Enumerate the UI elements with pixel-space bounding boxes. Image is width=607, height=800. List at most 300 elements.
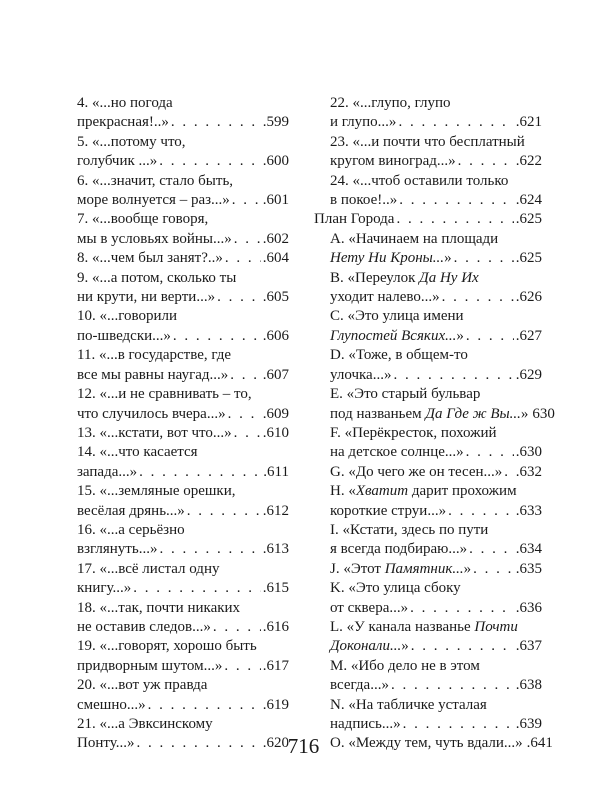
toc-page-ref: .602 [262, 230, 289, 247]
toc-entry-text [330, 405, 528, 424]
toc-entry-text [77, 405, 226, 424]
toc-text-segment: 19. «...говорят, хорошо быть [77, 638, 257, 655]
toc-entry-line [77, 424, 289, 443]
toc-page-ref: .636 [515, 599, 542, 616]
toc-text-segment: 4. «...но погода [77, 95, 173, 111]
toc-text-segment: 20. «...вот уж правда [77, 677, 208, 694]
toc-entry-line [314, 288, 542, 307]
toc-entry-text [77, 540, 157, 559]
toc-entry-text [77, 191, 230, 210]
toc-entry [314, 482, 542, 521]
toc-entry-text [330, 715, 401, 734]
toc-italic-segment: Нету Ни Кроны... [330, 250, 445, 267]
toc-text-segment: запада...» [77, 463, 138, 480]
toc-page-ref: .639 [515, 716, 542, 732]
toc-page-ref: .625 [515, 211, 542, 228]
toc-page-ref: .601 [262, 192, 289, 209]
toc-text-segment: взглянуть...» [77, 541, 158, 558]
dot-leader [213, 618, 261, 637]
toc-text-segment: голубчик ...» [77, 153, 158, 170]
toc-text-segment: 24. «...чтоб оставили только [330, 172, 509, 189]
toc-entry-text [330, 424, 497, 443]
dot-leader [217, 288, 261, 307]
toc-entry-text [330, 502, 446, 521]
toc-entry-line [314, 327, 542, 346]
toc-entry-text [77, 637, 257, 656]
toc-entry-text [77, 327, 171, 346]
toc-entry-text [77, 269, 236, 288]
toc-text-segment: H. « [330, 483, 356, 500]
toc-entry [314, 210, 542, 229]
toc-page-ref: .626 [515, 289, 542, 306]
toc-entry-line [77, 288, 289, 307]
toc-text-segment: 10. «...говорили [77, 308, 178, 325]
toc-entry-line [314, 657, 542, 676]
toc-entry-line [77, 152, 289, 171]
toc-text-segment: под названьем [330, 405, 426, 422]
toc-text-segment: все мы равны наугад...» [77, 366, 229, 383]
dot-leader [466, 443, 514, 462]
toc-entry-text [77, 307, 177, 326]
toc-page-ref: .619 [262, 696, 289, 713]
toc-entry-text [330, 307, 464, 326]
dot-leader [411, 637, 514, 656]
toc-text-segment: всегда...» [330, 677, 389, 694]
toc-entry-line [77, 133, 289, 152]
toc-page-ref: .635 [515, 560, 542, 577]
toc-italic-segment: Хватит [355, 483, 409, 500]
toc-text-segment: A. «Начинаем на площади [330, 230, 499, 247]
toc-entry-line [77, 385, 289, 404]
toc-entry-text [330, 249, 452, 268]
toc-text-segment: книгу...» [77, 580, 132, 597]
toc-entry-text [330, 346, 468, 365]
dot-leader [454, 249, 514, 268]
toc-entry-text [330, 152, 456, 171]
toc-entry-line [77, 346, 289, 365]
toc-page-ref: 630 [532, 405, 555, 422]
toc-text-segment: весёлая дрянь...» [77, 502, 185, 519]
toc-text-segment: от сквера...» [330, 599, 409, 616]
dot-leader [171, 113, 261, 132]
toc-entry-line [77, 676, 289, 695]
toc-entry-text [330, 482, 517, 501]
toc-page-ref: .607 [262, 366, 289, 383]
toc-entry [77, 676, 289, 715]
toc-entry-line [77, 172, 289, 191]
toc-entry [314, 94, 542, 133]
toc-entry [77, 521, 289, 560]
dot-leader [466, 327, 514, 346]
dot-leader [396, 210, 513, 229]
dot-leader [224, 657, 260, 676]
toc-text-segment: надпись...» [330, 716, 401, 732]
toc-entry-line [314, 230, 542, 249]
toc-entry-line [314, 307, 542, 326]
toc-page-ref: .633 [515, 502, 542, 519]
toc-entry-text [77, 676, 207, 695]
toc-page-ref: .630 [515, 444, 542, 461]
toc-entry-text [330, 618, 518, 637]
toc-entry-line [314, 540, 542, 559]
dot-leader [159, 152, 260, 171]
toc-column-left [77, 94, 289, 754]
toc-entry [314, 172, 542, 211]
toc-page-ref: .627 [515, 327, 542, 344]
toc-text-segment: дарит прохожим [408, 483, 517, 500]
toc-entry-line [314, 113, 542, 132]
toc-text-segment: короткие струи...» [330, 502, 447, 519]
dot-leader [442, 288, 514, 307]
toc-entry [314, 385, 555, 424]
toc-text-segment: 18. «...так, почти никаких [77, 599, 241, 616]
toc-entry-line [77, 463, 289, 482]
toc-entry-line [314, 385, 542, 404]
toc-page-ref: .610 [262, 424, 289, 441]
toc-text-segment: 15. «...земляные орешки, [77, 483, 236, 500]
toc-entry-text [77, 443, 198, 462]
toc-text-segment: » [401, 638, 409, 655]
toc-entry-line [77, 191, 289, 210]
toc-entry-line [77, 443, 289, 462]
dot-leader [228, 405, 261, 424]
toc-page-ref: .624 [515, 192, 542, 209]
toc-page-ref: .600 [262, 153, 289, 170]
toc-page-ref: .609 [262, 405, 289, 422]
toc-page-ref: .613 [262, 541, 289, 558]
toc-entry-text [330, 230, 498, 249]
toc-entry-text [77, 172, 233, 191]
toc-entry-line [77, 579, 289, 598]
toc-page-ref: .615 [262, 580, 289, 597]
toc-text-segment: 17. «...всё листал одну [77, 560, 220, 577]
toc-entry-line [77, 540, 289, 559]
toc-entry-text [77, 560, 219, 579]
toc-entry-text [330, 637, 409, 656]
toc-entry-line [314, 618, 542, 637]
toc-entry-line [314, 715, 542, 734]
toc-entry [77, 637, 289, 676]
toc-italic-segment: Да Ну Их [419, 269, 479, 286]
toc-entry-line [77, 482, 289, 501]
toc-text-segment: O. «Между тем, чуть вдали...» [330, 735, 523, 752]
toc-text-segment: J. «Этот [330, 560, 385, 577]
toc-page-ref: .632 [515, 463, 542, 480]
toc-entry-text [77, 210, 208, 229]
toc-entry-text [77, 502, 185, 521]
toc-entry-text [77, 482, 236, 501]
toc-text-segment: 11. «...в государстве, где [77, 347, 232, 364]
toc-entry-text [77, 346, 231, 365]
toc-entry-line [314, 676, 542, 695]
toc-text-segment: » [456, 327, 464, 344]
dot-leader [403, 715, 514, 734]
toc-entry [77, 307, 289, 346]
toc-entry-text [314, 210, 394, 229]
toc-page-ref: .638 [515, 677, 542, 694]
toc-entry [314, 424, 542, 463]
toc-text-segment: что случилось вчера...» [77, 405, 226, 422]
toc-entry-text [330, 443, 464, 462]
toc-entry-line [314, 269, 542, 288]
toc-entry-line [77, 637, 289, 656]
toc-entry-line [77, 405, 289, 424]
toc-entry-text [77, 288, 215, 307]
toc-text-segment: » [463, 560, 472, 577]
dot-leader [230, 366, 260, 385]
toc-entry-text [77, 579, 131, 598]
toc-page-ref: .605 [262, 289, 289, 306]
dot-leader [173, 327, 261, 346]
toc-entry [77, 172, 289, 211]
dot-leader [410, 599, 514, 618]
toc-entry-text [77, 599, 240, 618]
dot-leader [234, 424, 261, 443]
toc-entry-text [77, 715, 213, 734]
toc-text-segment: море волнуется – раз...» [77, 192, 230, 209]
toc-text-segment: E. «Это старый бульвар [330, 386, 481, 403]
dot-leader [458, 152, 514, 171]
toc-entry-text [330, 133, 525, 152]
toc-entry-text [77, 366, 228, 385]
toc-entry [77, 133, 289, 172]
toc-entry [77, 94, 289, 133]
toc-entry [314, 657, 542, 696]
toc-entry-line [77, 502, 289, 521]
toc-entry [314, 579, 542, 618]
toc-text-segment: уходит налево...» [330, 289, 440, 306]
toc-entry-text [330, 385, 480, 404]
toc-entry-line [314, 424, 542, 443]
toc-text-segment: Понту...» [77, 735, 135, 752]
toc-entry-line [77, 113, 289, 132]
toc-entry-text [77, 152, 157, 171]
toc-page-ref: .621 [515, 114, 542, 131]
toc-entry-line [314, 133, 542, 152]
toc-italic-segment: Доконали... [330, 638, 402, 655]
toc-page-ref: .606 [262, 327, 289, 344]
toc-entry-line [314, 249, 542, 268]
toc-entry-text [77, 249, 223, 268]
toc-entry-line [314, 152, 542, 171]
toc-text-segment: придворным шутом...» [77, 657, 223, 674]
toc-entry [314, 618, 542, 657]
toc-text-segment: N. «На табличке усталая [330, 696, 487, 713]
toc-text-segment: G. «До чего же он тесен...» [330, 463, 503, 480]
toc-text-segment: по-шведски...» [77, 327, 171, 344]
toc-text-segment: мы в условьях войны...» [77, 230, 232, 247]
toc-entry [314, 463, 542, 482]
toc-entry-text [330, 696, 487, 715]
toc-page-ref: .599 [262, 114, 289, 131]
dot-leader [391, 676, 514, 695]
toc-entry-line [314, 94, 542, 113]
toc-text-segment: 12. «...и не сравнивать – то, [77, 386, 252, 403]
toc-entry-text [77, 113, 169, 132]
toc-entry-text [330, 366, 391, 385]
toc-entry-line [77, 307, 289, 326]
toc-text-segment: L. «У канала названье [330, 618, 475, 635]
dot-leader [398, 113, 513, 132]
toc-page-ref: .641 [526, 735, 553, 752]
toc-entry [77, 424, 289, 443]
toc-entry [314, 307, 542, 346]
dot-leader [159, 540, 260, 559]
toc-entry-line [77, 618, 289, 637]
toc-text-segment: 6. «...значит, стало быть, [77, 172, 234, 189]
toc-text-segment: смешно...» [77, 696, 146, 713]
toc-entry-line [314, 696, 542, 715]
toc-text-segment: 21. «...а Эвксинскому [77, 716, 213, 732]
toc-entry-text [77, 463, 137, 482]
toc-entry-line [77, 657, 289, 676]
toc-page-ref: .604 [262, 250, 289, 267]
toc-text-segment: не оставив следов...» [77, 618, 211, 635]
toc-entry-line [77, 696, 289, 715]
toc-entry-text [77, 133, 186, 152]
toc-text-segment: я всегда подбираю...» [330, 541, 468, 558]
toc-text-segment: C. «Это улица имени [330, 308, 464, 325]
toc-italic-segment: Глупостей Всяких... [330, 327, 457, 344]
dot-leader [225, 249, 261, 268]
toc-entry-line [314, 405, 555, 424]
toc-entry [314, 133, 542, 172]
toc-entry-text [77, 618, 211, 637]
toc-entry-text [330, 657, 480, 676]
toc-text-segment: 23. «...и почти что бесплатный [330, 133, 525, 150]
toc-entry-text [330, 463, 502, 482]
toc-entry-line [77, 521, 289, 540]
dot-leader [148, 696, 261, 715]
toc-text-segment: M. «Ибо дело не в этом [330, 657, 480, 674]
toc-text-segment: » [520, 405, 529, 422]
toc-entry [314, 696, 542, 735]
toc-text-segment: » [444, 250, 452, 267]
toc-entry-text [77, 385, 252, 404]
toc-text-segment: 9. «...а потом, сколько ты [77, 269, 237, 286]
toc-page-ref: .620 [262, 735, 289, 752]
page-number: 716 [287, 734, 320, 758]
toc-entry-line [314, 579, 542, 598]
toc-text-segment: План Города [314, 211, 395, 228]
toc-text-segment: 7. «...вообще говоря, [77, 211, 209, 228]
toc-text-segment: улочка...» [330, 366, 392, 383]
toc-entry-line [77, 249, 289, 268]
toc-text-segment: 13. «...кстати, вот что...» [77, 424, 232, 441]
toc-page-ref: .616 [262, 618, 289, 635]
toc-page-ref: .612 [262, 502, 289, 519]
dot-leader [448, 502, 514, 521]
dot-leader [232, 191, 261, 210]
toc-text-segment: прекрасная!..» [77, 114, 169, 131]
toc-entry [77, 385, 289, 424]
toc-text-segment: D. «Тоже, в общем-то [330, 347, 468, 364]
toc-entry [77, 443, 289, 482]
toc-entry-line [314, 366, 542, 385]
toc-entry-line [77, 599, 289, 618]
toc-text-segment: и глупо...» [330, 114, 397, 131]
toc-page-ref: .622 [515, 153, 542, 170]
toc-entry-line [77, 366, 289, 385]
dot-leader [399, 191, 514, 210]
toc-italic-segment: Да Где ж Вы... [425, 405, 521, 422]
toc-text-segment: 14. «...что касается [77, 444, 198, 461]
toc-text-segment: кругом виноград...» [330, 153, 456, 170]
toc-entry-line [314, 346, 542, 365]
toc-entry [314, 521, 542, 560]
toc-column-right [314, 94, 555, 754]
toc-entry-text [77, 696, 146, 715]
toc-text-segment: 16. «...а серьёзно [77, 521, 185, 538]
toc-entry-line [314, 463, 542, 482]
dot-leader [139, 463, 261, 482]
toc-entry [77, 560, 289, 599]
toc-entry-line [77, 230, 289, 249]
toc-italic-segment: Почти [474, 618, 518, 635]
toc-text-segment: F. «Перёкресток, похожий [330, 424, 497, 441]
toc-entry-text [330, 676, 389, 695]
toc-page-ref: .617 [262, 657, 289, 674]
toc-entry-line [314, 560, 542, 579]
toc-entry-text [330, 599, 408, 618]
dot-leader [469, 540, 514, 559]
toc-page-ref: .625 [515, 250, 542, 267]
toc-entry-line [77, 94, 289, 113]
toc-italic-segment: Памятник... [384, 560, 464, 577]
toc-entry-text [330, 560, 471, 579]
toc-text-segment: 22. «...глупо, глупо [330, 95, 451, 111]
toc-entry-text [330, 579, 461, 598]
toc-entry-text [330, 521, 488, 540]
toc-page-ref: .629 [515, 366, 542, 383]
dot-leader [187, 502, 261, 521]
toc-entry-line [77, 210, 289, 229]
dot-leader [504, 463, 513, 482]
toc-entry-line [314, 521, 542, 540]
toc-entry-line [77, 327, 289, 346]
toc-text-segment: 8. «...чем был занят?..» [77, 250, 223, 267]
dot-leader [473, 560, 514, 579]
toc-text-segment: в покое!..» [330, 192, 398, 209]
toc-entry [314, 346, 542, 385]
toc-entry-line [314, 599, 542, 618]
toc-entry [77, 346, 289, 385]
toc-entry-text [330, 172, 508, 191]
toc-entry-text [77, 230, 232, 249]
toc-entry-line [314, 443, 542, 462]
toc-page-ref: .637 [515, 638, 542, 655]
toc-text-segment: I. «Кстати, здесь по пути [330, 521, 489, 538]
toc-page-ref: .611 [263, 463, 289, 480]
toc-entry-line [314, 172, 542, 191]
toc-entry-line [77, 560, 289, 579]
toc-entry [77, 269, 289, 308]
toc-entry [77, 249, 289, 268]
toc-entry-text [330, 540, 467, 559]
toc-entry [77, 599, 289, 638]
toc-entry-text [330, 269, 479, 288]
toc-entry [314, 230, 542, 269]
toc-entry-text [77, 94, 173, 113]
toc-entry [314, 560, 542, 579]
toc-text-segment: на детское солнце...» [330, 444, 464, 461]
toc-entry [77, 210, 289, 249]
toc-entry-line [314, 502, 542, 521]
toc-text-segment: 5. «...потому что, [77, 133, 186, 150]
toc-entry-line [314, 482, 542, 501]
toc-page-ref: .634 [515, 541, 542, 558]
dot-leader [133, 579, 261, 598]
